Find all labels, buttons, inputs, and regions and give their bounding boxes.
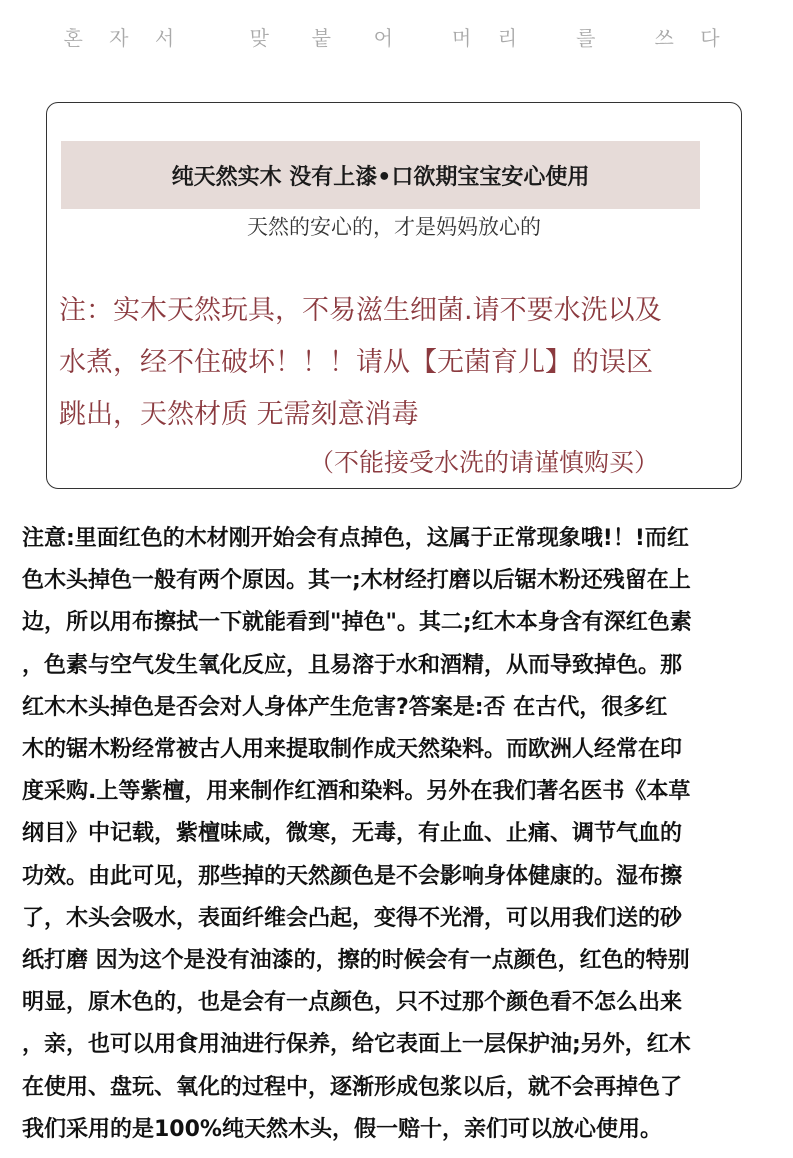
body-line: 功效。由此可见，那些掉的天然颜色是不会影响身体健康的。湿布擦	[22, 863, 683, 889]
body-line: 度采购.上等紫檀，用来制作红酒和染料。另外在我们著名医书《本草	[22, 779, 691, 805]
note-line: 跳出，天然材质 无需刻意消毒	[59, 399, 419, 430]
body-line: 边，所以用布擦拭一下就能看到"掉色"。其二;红木本身含有深红色素	[22, 610, 692, 636]
body-paragraph	[22, 518, 762, 1151]
body-line: 我们采用的是100%纯天然木头，假一赔十，亲们可以放心使用。	[22, 1116, 662, 1142]
body-line: 红木木头掉色是否会对人身体产生危害?答案是:否 在古代，很多红	[22, 694, 668, 720]
body-line: 在使用、盘玩、氧化的过程中，逐渐形成包浆以后，就不会再掉色了	[22, 1074, 683, 1100]
body-line: ，色素与空气发生氧化反应，且易溶于水和酒精，从而导致掉色。那	[22, 652, 683, 678]
care-note	[59, 285, 729, 441]
note-line: 水煮，经不住破坏！！！请从【无菌育儿】的误区	[59, 347, 653, 378]
body-line: 色木头掉色一般有两个原因。其一;木材经打磨以后锯木粉还残留在上	[22, 568, 691, 594]
body-line: 注意:里面红色的木材刚开始会有点掉色，这属于正常现象哦!！!而红	[22, 526, 689, 551]
notice-card	[46, 102, 742, 489]
note-line: 注：实木天然玩具，不易滋生细菌.请不要水洗以及	[59, 295, 662, 326]
banner-title: 纯天然实木 没有上漆•口欲期宝宝安心使用	[171, 164, 590, 190]
body-line: ，亲，也可以用食用油进行保养，给它表面上一层保护油;另外，红木	[22, 1032, 691, 1058]
caution-text: （不能接受水洗的请谨慎购买）	[309, 448, 660, 477]
page-caption: 혼 자 서 맞 붙 어 머 리 를 쓰 다	[63, 26, 730, 50]
body-line: 纸打磨 因为这个是没有油漆的，擦的时候会有一点颜色，红色的特别	[22, 948, 690, 974]
subtitle: 天然的安心的，才是妈妈放心的	[247, 215, 541, 239]
body-line: 了，木头会吸水，表面纤维会凸起，变得不光滑，可以用我们送的砂	[22, 905, 683, 931]
body-line: 纲目》中记载，紫檀味咸，微寒，无毒，有止血、止痛、调节气血的	[22, 821, 683, 847]
banner	[61, 141, 700, 209]
body-line: 木的锯木粉经常被古人用来提取制作成天然染料。而欧洲人经常在印	[22, 737, 683, 763]
body-line: 明显，原木色的，也是会有一点颜色，只不过那个颜色看不怎么出来	[22, 990, 683, 1016]
